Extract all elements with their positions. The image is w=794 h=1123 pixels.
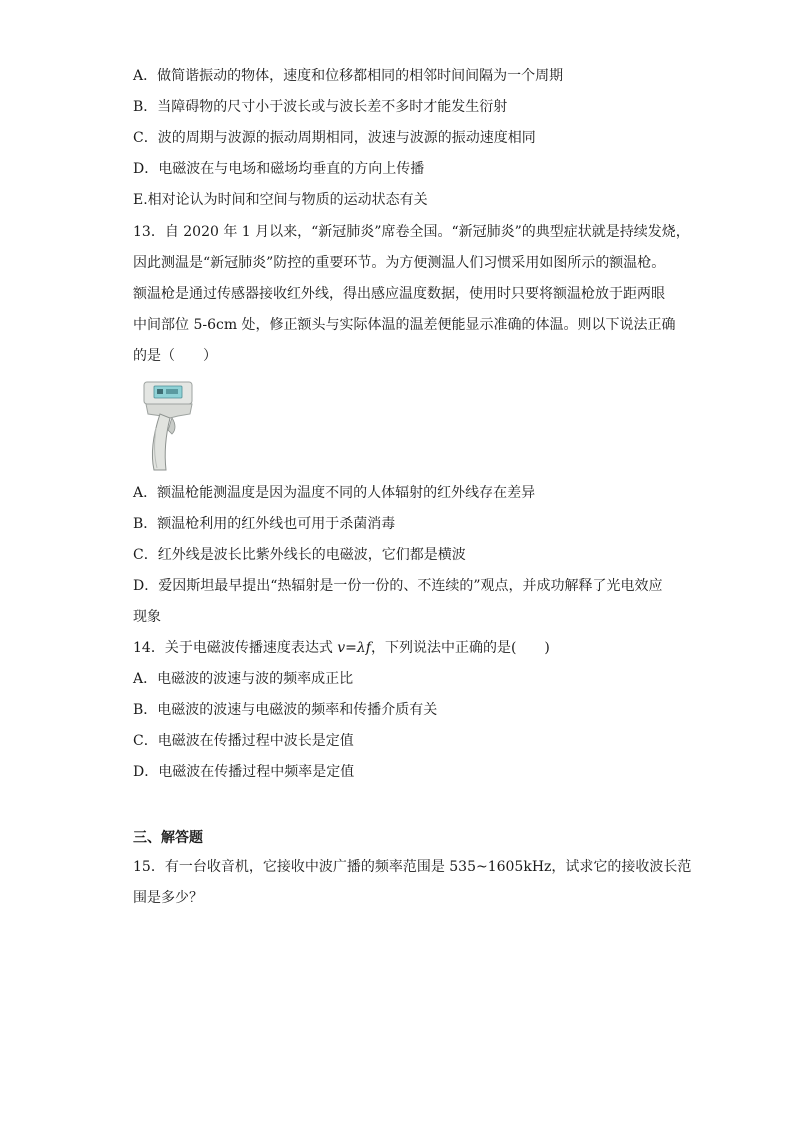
q12-option-c: C．波的周期与波源的振动周期相同，波速与波源的振动速度相同 — [133, 130, 536, 146]
q14-stem — [133, 638, 550, 658]
q14-option-a: A．电磁波的波速与波的频率成正比 — [133, 671, 354, 687]
q12-option-b: B．当障碍物的尺寸小于波长或与波长差不多时才能发生衍射 — [133, 99, 508, 115]
q13-stem-line-3: 额温枪是通过传感器接收红外线，得出感应温度数据，使用时只要将额温枪放于距两眼 — [133, 286, 665, 302]
q13-stem-line-2: 因此测温是“新冠肺炎”防控的重要环节。为方便测温人们习惯采用如图所示的额温枪。 — [133, 255, 666, 271]
q13-stem-line-5: 的是（ ） — [133, 348, 217, 364]
q12-option-a: A．做简谐振动的物体，速度和位移都相同的相邻时间间隔为一个周期 — [133, 68, 564, 84]
q13-option-d: D．爱因斯坦最早提出“热辐射是一份一份的、不连续的”观点，并成功解释了光电效应 — [133, 578, 663, 594]
q12-option-e: E.相对论认为时间和空间与物质的运动状态有关 — [133, 192, 428, 208]
q13-option-a: A．额温枪能测温度是因为温度不同的人体辐射的红外线存在差异 — [133, 485, 536, 501]
q13-option-d-continued: 现象 — [133, 609, 161, 625]
q14-option-d: D．电磁波在传播过程中频率是定值 — [133, 764, 355, 780]
q13-stem-line-4: 中间部位 5-6cm 处，修正额头与实际体温的温差便能显示准确的体温。则以下说法正确 — [133, 317, 676, 333]
q14-option-b: B．电磁波的波速与电磁波的频率和传播介质有关 — [133, 702, 438, 718]
q13-option-c: C．红外线是波长比紫外线长的电磁波，它们都是横波 — [133, 547, 466, 563]
q14-formula: v=λf — [337, 640, 371, 656]
q14-stem-suffix: ，下列说法中正确的是( ) — [370, 640, 550, 656]
q13-stem-line-1: 13．自 2020 年 1 月以来，“新冠肺炎”席卷全国。“新冠肺炎”的典型症状就是持续发烧， — [133, 224, 690, 240]
q15-stem-line-1: 15．有一台收音机，它接收中波广播的频率范围是 535~1605kHz，试求它的接收波长范 — [133, 859, 692, 875]
q14-stem-prefix: 14．关于电磁波传播速度表达式 — [133, 640, 338, 656]
q14-option-c: C．电磁波在传播过程中波长是定值 — [133, 733, 354, 749]
q13-option-b: B．额温枪利用的红外线也可用于杀菌消毒 — [133, 516, 396, 532]
section-title-answer-questions: 三、解答题 — [133, 830, 203, 846]
q12-option-d: D．电磁波在与电场和磁场均垂直的方向上传播 — [133, 161, 425, 177]
q15-stem-line-2: 围是多少？ — [133, 890, 203, 906]
thermometer-gun-image — [140, 380, 198, 472]
